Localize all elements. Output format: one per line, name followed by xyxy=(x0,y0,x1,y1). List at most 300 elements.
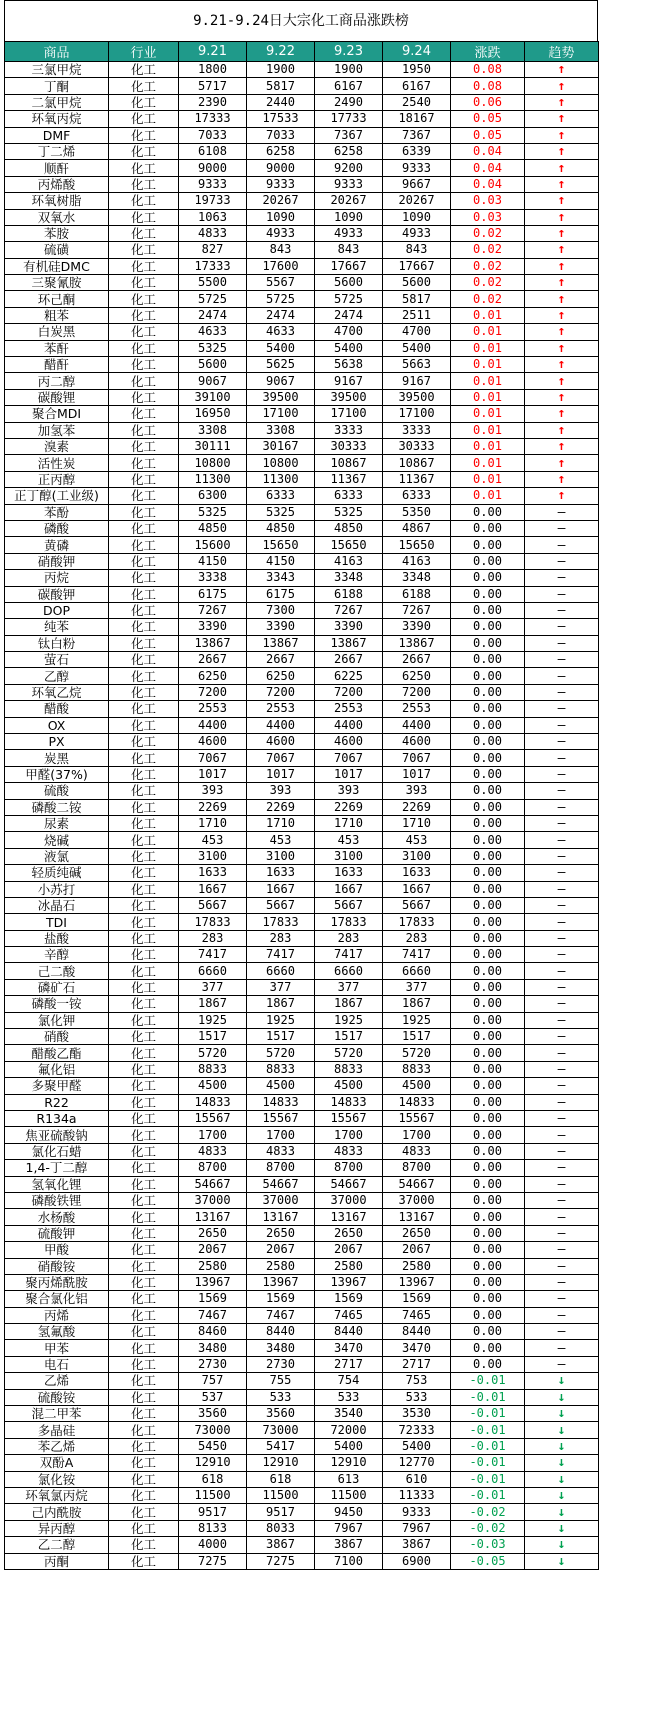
change-value: 0.00 xyxy=(451,1012,525,1028)
price-0924: 30333 xyxy=(383,438,451,454)
price-0922: 17533 xyxy=(247,111,315,127)
product-name: TDI xyxy=(5,914,109,930)
price-0923: 4700 xyxy=(315,324,383,340)
industry: 化工 xyxy=(109,766,179,782)
table-row xyxy=(5,111,599,127)
table-row xyxy=(5,1127,599,1143)
arrow-up-icon: ↑ xyxy=(557,193,566,209)
header-trend: 趋势 xyxy=(525,42,599,62)
dash-icon: – xyxy=(557,963,566,979)
dash-icon: – xyxy=(557,1160,566,1176)
trend-cell xyxy=(525,553,599,569)
change-value: -0.03 xyxy=(451,1537,525,1553)
price-0922: 5625 xyxy=(247,357,315,373)
industry: 化工 xyxy=(109,734,179,750)
price-0924: 4163 xyxy=(383,553,451,569)
trend-cell xyxy=(525,520,599,536)
change-value: -0.01 xyxy=(451,1471,525,1487)
price-0923: 11500 xyxy=(315,1487,383,1503)
dash-icon: – xyxy=(557,734,566,750)
product-name: 萤石 xyxy=(5,652,109,668)
arrow-down-icon: ↓ xyxy=(557,1373,566,1389)
industry: 化工 xyxy=(109,1307,179,1323)
table-row xyxy=(5,160,599,176)
price-0922: 4850 xyxy=(247,520,315,536)
price-0922: 1710 xyxy=(247,815,315,831)
industry: 化工 xyxy=(109,963,179,979)
price-0921: 9517 xyxy=(179,1504,247,1520)
price-0924: 377 xyxy=(383,979,451,995)
price-0921: 5325 xyxy=(179,504,247,520)
price-0922: 5400 xyxy=(247,340,315,356)
trend-cell xyxy=(525,537,599,553)
price-0921: 7033 xyxy=(179,127,247,143)
price-0921: 8833 xyxy=(179,1061,247,1077)
price-0923: 7067 xyxy=(315,750,383,766)
price-0923: 9333 xyxy=(315,176,383,192)
trend-cell xyxy=(525,275,599,291)
price-0923: 8440 xyxy=(315,1324,383,1340)
trend-cell xyxy=(525,799,599,815)
dash-icon: – xyxy=(557,799,566,815)
price-0921: 1633 xyxy=(179,865,247,881)
dash-icon: – xyxy=(557,1029,566,1045)
change-value: 0.00 xyxy=(451,1127,525,1143)
product-name: 尿素 xyxy=(5,815,109,831)
price-0922: 5817 xyxy=(247,78,315,94)
industry: 化工 xyxy=(109,275,179,291)
dash-icon: – xyxy=(557,1176,566,1192)
arrow-up-icon: ↑ xyxy=(557,275,566,291)
price-0921: 453 xyxy=(179,832,247,848)
change-value: 0.00 xyxy=(451,553,525,569)
price-0924: 1633 xyxy=(383,865,451,881)
dash-icon: – xyxy=(557,832,566,848)
price-0922: 1667 xyxy=(247,881,315,897)
industry: 化工 xyxy=(109,1537,179,1553)
product-name: 白炭黑 xyxy=(5,324,109,340)
industry: 化工 xyxy=(109,1078,179,1094)
table-row xyxy=(5,1520,599,1536)
price-0921: 2067 xyxy=(179,1242,247,1258)
price-0921: 618 xyxy=(179,1471,247,1487)
price-0921: 2667 xyxy=(179,652,247,668)
price-0922: 533 xyxy=(247,1389,315,1405)
trend-cell xyxy=(525,1045,599,1061)
trend-cell xyxy=(525,586,599,602)
price-0921: 3100 xyxy=(179,848,247,864)
arrow-down-icon: ↓ xyxy=(557,1537,566,1553)
price-0923: 2667 xyxy=(315,652,383,668)
price-0924: 1517 xyxy=(383,1029,451,1045)
industry: 化工 xyxy=(109,438,179,454)
dash-icon: – xyxy=(557,1045,566,1061)
industry: 化工 xyxy=(109,1471,179,1487)
price-0922: 20267 xyxy=(247,193,315,209)
table-row xyxy=(5,570,599,586)
dash-icon: – xyxy=(557,668,566,684)
price-0924: 6167 xyxy=(383,78,451,94)
product-name: 己二酸 xyxy=(5,963,109,979)
dash-icon: – xyxy=(557,1225,566,1241)
industry: 化工 xyxy=(109,160,179,176)
price-0923: 17100 xyxy=(315,406,383,422)
price-0923: 1569 xyxy=(315,1291,383,1307)
dash-icon: – xyxy=(557,717,566,733)
price-0922: 2269 xyxy=(247,799,315,815)
price-0923: 1633 xyxy=(315,865,383,881)
price-0923: 4500 xyxy=(315,1078,383,1094)
price-0924: 8700 xyxy=(383,1160,451,1176)
trend-cell xyxy=(525,865,599,881)
change-value: -0.01 xyxy=(451,1455,525,1471)
arrow-up-icon: ↑ xyxy=(557,127,566,143)
price-0923: 39500 xyxy=(315,389,383,405)
trend-cell xyxy=(525,1143,599,1159)
ranking-sheet xyxy=(4,0,598,1570)
arrow-up-icon: ↑ xyxy=(557,111,566,127)
trend-cell xyxy=(525,914,599,930)
trend-cell xyxy=(525,1078,599,1094)
change-value: 0.00 xyxy=(451,848,525,864)
trend-cell xyxy=(525,848,599,864)
product-name: 双氧水 xyxy=(5,209,109,225)
industry: 化工 xyxy=(109,225,179,241)
price-0922: 17600 xyxy=(247,258,315,274)
product-name: 磷酸二铵 xyxy=(5,799,109,815)
industry: 化工 xyxy=(109,750,179,766)
change-value: 0.00 xyxy=(451,897,525,913)
price-0924: 8833 xyxy=(383,1061,451,1077)
price-0921: 14833 xyxy=(179,1094,247,1110)
price-0921: 4633 xyxy=(179,324,247,340)
industry: 化工 xyxy=(109,127,179,143)
price-0921: 2390 xyxy=(179,94,247,110)
table-row xyxy=(5,1324,599,1340)
product-name: 磷酸 xyxy=(5,520,109,536)
dash-icon: – xyxy=(557,881,566,897)
change-value: 0.00 xyxy=(451,914,525,930)
price-0923: 6660 xyxy=(315,963,383,979)
product-name: 丙二醇 xyxy=(5,373,109,389)
table-row xyxy=(5,635,599,651)
product-name: 氢氟酸 xyxy=(5,1324,109,1340)
price-0921: 11300 xyxy=(179,471,247,487)
price-0922: 1569 xyxy=(247,1291,315,1307)
product-name: 硫酸 xyxy=(5,783,109,799)
table-row xyxy=(5,1307,599,1323)
industry: 化工 xyxy=(109,1373,179,1389)
table-row xyxy=(5,455,599,471)
table-row xyxy=(5,324,599,340)
change-value: 0.00 xyxy=(451,570,525,586)
table-row xyxy=(5,1176,599,1192)
change-value: -0.01 xyxy=(451,1438,525,1454)
table-row xyxy=(5,553,599,569)
arrow-down-icon: ↓ xyxy=(557,1553,566,1569)
industry: 化工 xyxy=(109,291,179,307)
dash-icon: – xyxy=(557,1307,566,1323)
change-value: 0.00 xyxy=(451,1225,525,1241)
product-name: 苯酚 xyxy=(5,504,109,520)
price-0924: 3348 xyxy=(383,570,451,586)
product-name: 小苏打 xyxy=(5,881,109,897)
industry: 化工 xyxy=(109,930,179,946)
product-name: R22 xyxy=(5,1094,109,1110)
price-0921: 11500 xyxy=(179,1487,247,1503)
change-value: 0.00 xyxy=(451,1192,525,1208)
price-0922: 7300 xyxy=(247,602,315,618)
industry: 化工 xyxy=(109,1274,179,1290)
arrow-up-icon: ↑ xyxy=(557,62,566,78)
table-row xyxy=(5,897,599,913)
product-name: 三聚氰胺 xyxy=(5,275,109,291)
industry: 化工 xyxy=(109,1242,179,1258)
product-name: 环氧丙烷 xyxy=(5,111,109,127)
price-0922: 5667 xyxy=(247,897,315,913)
price-0922: 4933 xyxy=(247,225,315,241)
price-0924: 1710 xyxy=(383,815,451,831)
product-name: 硝酸 xyxy=(5,1029,109,1045)
product-name: 磷酸铁锂 xyxy=(5,1192,109,1208)
trend-cell xyxy=(525,1029,599,1045)
product-name: 炭黑 xyxy=(5,750,109,766)
table-row xyxy=(5,701,599,717)
industry: 化工 xyxy=(109,471,179,487)
price-0924: 17667 xyxy=(383,258,451,274)
price-0922: 3100 xyxy=(247,848,315,864)
price-0923: 3100 xyxy=(315,848,383,864)
price-0921: 4150 xyxy=(179,553,247,569)
change-value: 0.00 xyxy=(451,1045,525,1061)
price-0921: 2269 xyxy=(179,799,247,815)
industry: 化工 xyxy=(109,209,179,225)
industry: 化工 xyxy=(109,1029,179,1045)
product-name: 丁二烯 xyxy=(5,143,109,159)
price-0922: 2553 xyxy=(247,701,315,717)
industry: 化工 xyxy=(109,340,179,356)
change-value: -0.01 xyxy=(451,1389,525,1405)
price-0924: 5400 xyxy=(383,340,451,356)
price-0924: 4400 xyxy=(383,717,451,733)
price-0923: 4400 xyxy=(315,717,383,733)
product-name: 己内酰胺 xyxy=(5,1504,109,1520)
change-value: 0.00 xyxy=(451,1078,525,1094)
table-row xyxy=(5,389,599,405)
price-0923: 5400 xyxy=(315,340,383,356)
trend-cell xyxy=(525,570,599,586)
table-row xyxy=(5,1438,599,1454)
table-row xyxy=(5,750,599,766)
price-0924: 3470 xyxy=(383,1340,451,1356)
price-0921: 1017 xyxy=(179,766,247,782)
arrow-up-icon: ↑ xyxy=(557,291,566,307)
dash-icon: – xyxy=(557,865,566,881)
table-row xyxy=(5,930,599,946)
product-name: 正丁醇(工业级) xyxy=(5,488,109,504)
table-row xyxy=(5,471,599,487)
dash-icon: – xyxy=(557,1193,566,1209)
price-0924: 5400 xyxy=(383,1438,451,1454)
price-0921: 827 xyxy=(179,242,247,258)
price-0923: 5325 xyxy=(315,504,383,520)
trend-cell xyxy=(525,832,599,848)
table-row xyxy=(5,799,599,815)
price-0923: 1090 xyxy=(315,209,383,225)
change-value: 0.00 xyxy=(451,1258,525,1274)
table-row xyxy=(5,438,599,454)
price-0924: 5667 xyxy=(383,897,451,913)
price-0923: 20267 xyxy=(315,193,383,209)
table-row xyxy=(5,1274,599,1290)
price-0923: 54667 xyxy=(315,1176,383,1192)
price-0922: 2580 xyxy=(247,1258,315,1274)
price-0921: 73000 xyxy=(179,1422,247,1438)
product-name: 加氢苯 xyxy=(5,422,109,438)
table-row xyxy=(5,357,599,373)
change-value: 0.00 xyxy=(451,717,525,733)
product-name: 顺酐 xyxy=(5,160,109,176)
industry: 化工 xyxy=(109,881,179,897)
table-row xyxy=(5,176,599,192)
table-row xyxy=(5,143,599,159)
price-0923: 13967 xyxy=(315,1274,383,1290)
price-0921: 537 xyxy=(179,1389,247,1405)
trend-cell xyxy=(525,652,599,668)
product-name: PX xyxy=(5,734,109,750)
change-value: -0.02 xyxy=(451,1504,525,1520)
price-0924: 2580 xyxy=(383,1258,451,1274)
industry: 化工 xyxy=(109,242,179,258)
price-0921: 9000 xyxy=(179,160,247,176)
arrow-up-icon: ↑ xyxy=(557,94,566,110)
price-0923: 72000 xyxy=(315,1422,383,1438)
change-value: 0.08 xyxy=(451,78,525,94)
table-row xyxy=(5,258,599,274)
price-0921: 16950 xyxy=(179,406,247,422)
trend-cell xyxy=(525,1061,599,1077)
price-0922: 2440 xyxy=(247,94,315,110)
trend-cell xyxy=(525,406,599,422)
product-name: 多聚甲醛 xyxy=(5,1078,109,1094)
product-name: 乙烯 xyxy=(5,1373,109,1389)
price-0924: 14833 xyxy=(383,1094,451,1110)
dash-icon: – xyxy=(557,750,566,766)
dash-icon: – xyxy=(557,766,566,782)
industry: 化工 xyxy=(109,1455,179,1471)
change-value: 0.00 xyxy=(451,1356,525,1372)
header-change: 涨跌 xyxy=(451,42,525,62)
table-row xyxy=(5,488,599,504)
trend-cell xyxy=(525,373,599,389)
trend-cell xyxy=(525,783,599,799)
trend-cell xyxy=(525,1160,599,1176)
product-name: 乙二醇 xyxy=(5,1537,109,1553)
price-0924: 1867 xyxy=(383,996,451,1012)
industry: 化工 xyxy=(109,619,179,635)
table-row xyxy=(5,619,599,635)
change-value: 0.04 xyxy=(451,160,525,176)
dash-icon: – xyxy=(557,1291,566,1307)
arrow-up-icon: ↑ xyxy=(557,242,566,258)
table-row xyxy=(5,1192,599,1208)
industry: 化工 xyxy=(109,1012,179,1028)
price-0923: 3867 xyxy=(315,1537,383,1553)
trend-cell xyxy=(525,504,599,520)
industry: 化工 xyxy=(109,865,179,881)
change-value: 0.00 xyxy=(451,1307,525,1323)
price-0922: 9000 xyxy=(247,160,315,176)
price-0923: 30333 xyxy=(315,438,383,454)
trend-cell xyxy=(525,1504,599,1520)
table-row xyxy=(5,275,599,291)
trend-cell xyxy=(525,815,599,831)
dash-icon: – xyxy=(557,1062,566,1078)
table-row xyxy=(5,996,599,1012)
price-0924: 10867 xyxy=(383,455,451,471)
price-0922: 39500 xyxy=(247,389,315,405)
price-0924: 2553 xyxy=(383,701,451,717)
table-row xyxy=(5,1029,599,1045)
table-row xyxy=(5,865,599,881)
price-0921: 1063 xyxy=(179,209,247,225)
price-0924: 18167 xyxy=(383,111,451,127)
price-0921: 5450 xyxy=(179,1438,247,1454)
header-date-0924: 9.24 xyxy=(383,42,451,62)
price-0924: 5663 xyxy=(383,357,451,373)
table-row xyxy=(5,1455,599,1471)
industry: 化工 xyxy=(109,701,179,717)
price-0924: 3530 xyxy=(383,1406,451,1422)
change-value: 0.02 xyxy=(451,258,525,274)
trend-cell xyxy=(525,1422,599,1438)
trend-cell xyxy=(525,1487,599,1503)
price-0923: 1925 xyxy=(315,1012,383,1028)
change-value: 0.00 xyxy=(451,1209,525,1225)
industry: 化工 xyxy=(109,357,179,373)
price-0924: 8440 xyxy=(383,1324,451,1340)
price-0923: 2269 xyxy=(315,799,383,815)
table-row xyxy=(5,1094,599,1110)
trend-cell xyxy=(525,111,599,127)
trend-cell xyxy=(525,1520,599,1536)
industry: 化工 xyxy=(109,1209,179,1225)
price-0921: 1800 xyxy=(179,62,247,78)
price-0921: 7267 xyxy=(179,602,247,618)
price-0924: 13167 xyxy=(383,1209,451,1225)
industry: 化工 xyxy=(109,1143,179,1159)
industry: 化工 xyxy=(109,504,179,520)
price-0924: 9167 xyxy=(383,373,451,389)
table-row xyxy=(5,602,599,618)
trend-cell xyxy=(525,193,599,209)
industry: 化工 xyxy=(109,1225,179,1241)
price-0921: 13167 xyxy=(179,1209,247,1225)
arrow-up-icon: ↑ xyxy=(557,258,566,274)
dash-icon: – xyxy=(557,553,566,569)
trend-cell xyxy=(525,389,599,405)
price-0924: 393 xyxy=(383,783,451,799)
change-value: 0.00 xyxy=(451,1340,525,1356)
price-0921: 7417 xyxy=(179,947,247,963)
change-value: 0.00 xyxy=(451,750,525,766)
dash-icon: – xyxy=(557,685,566,701)
change-value: 0.00 xyxy=(451,1061,525,1077)
header-product: 商品 xyxy=(5,42,109,62)
product-name: 轻质纯碱 xyxy=(5,865,109,881)
product-name: 硫酸铵 xyxy=(5,1389,109,1405)
price-0921: 3480 xyxy=(179,1340,247,1356)
